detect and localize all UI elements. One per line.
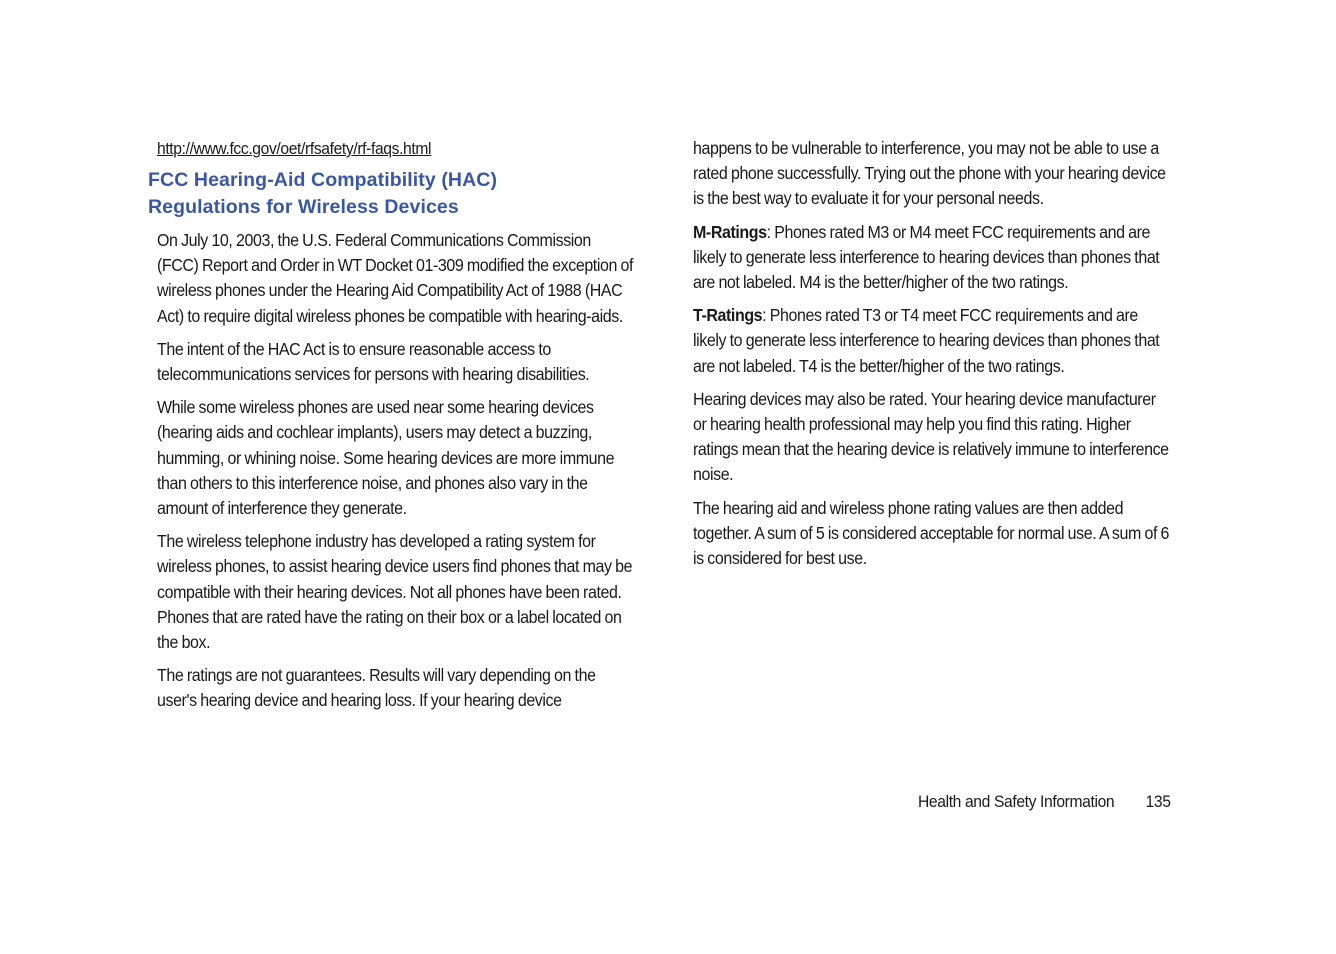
paragraph-continuation: happens to be vulnerable to interference, you may not be able to use a rated phone successfully. Trying out the phone with your hearing device is the best way to evaluate it for your personal needs. bbox=[693, 138, 1166, 209]
fcc-rf-faqs-link[interactable]: http://www.fcc.gov/oet/rfsafety/rf-faqs.html bbox=[157, 139, 432, 158]
t-ratings-text: : Phones rated T3 or T4 meet FCC requirements and are likely to generate less interference to hearing devices than phones that are not labeled. T4 is the better/higher of the two ratings. bbox=[693, 305, 1160, 376]
m-ratings-term: M-Ratings bbox=[693, 221, 767, 242]
footer-section-title: Health and Safety Information bbox=[918, 792, 1115, 811]
paragraph-interference-noise: While some wireless phones are used near some hearing devices (hearing aids and cochlear implants), users may detect a buzzing, humming, or whining noise. Some hearing devices are more immune than others to this interference noise, and phones also vary in the amount of interference they generate. bbox=[157, 397, 615, 519]
t-ratings-term: T-Ratings bbox=[693, 305, 763, 326]
left-column bbox=[148, 136, 637, 722]
paragraph-t-ratings bbox=[693, 303, 1171, 379]
page-footer bbox=[918, 790, 1171, 814]
paragraph-sum-of-ratings: The hearing aid and wireless phone rating values are then added together. A sum of 5 is considered acceptable for normal use. A sum of 6 is considered for best use. bbox=[693, 497, 1170, 569]
heading-line-1: FCC Hearing-Aid Compatibility (HAC) bbox=[148, 169, 498, 191]
paragraph-m-ratings bbox=[693, 220, 1171, 296]
right-column bbox=[693, 136, 1173, 579]
paragraph-hac-intent: The intent of the HAC Act is to ensure reasonable access to telecommunications services for persons with hearing disabilities. bbox=[157, 338, 590, 385]
paragraph-rating-system: The wireless telephone industry has developed a rating system for wireless phones, to assist hearing device users find phones that may be compatible with their hearing devices. Not all phones have been rated. Phones that are rated have the rating on their box or a label located on the box. bbox=[157, 531, 633, 653]
paragraph-ratings-not-guarantees: The ratings are not guarantees. Results will vary depending on the user's hearing device and hearing loss. If your hearing device bbox=[157, 665, 596, 711]
section-heading bbox=[148, 167, 637, 221]
paragraph-hac-order: On July 10, 2003, the U.S. Federal Communications Commission (FCC) Report and Order in WT Docket 01-309 modified the exception of wireless phones under the Hearing Aid Compatibility Act of 1988 (HAC Act) to require digital wireless phones be compatible with hearing-aids. bbox=[157, 230, 634, 326]
m-ratings-text: : Phones rated M3 or M4 meet FCC requirements and are likely to generate less interference to hearing devices than phones that are not labeled. M4 is the better/higher of the two ratings. bbox=[693, 221, 1160, 293]
heading-line-2: Regulations for Wireless Devices bbox=[148, 196, 459, 218]
page-number: 135 bbox=[1145, 792, 1171, 811]
paragraph-hearing-device-ratings: Hearing devices may also be rated. Your hearing device manufacturer or hearing health professional may help you find this rating. Higher ratings mean that the hearing device is relatively immune to interference noise. bbox=[693, 388, 1169, 485]
